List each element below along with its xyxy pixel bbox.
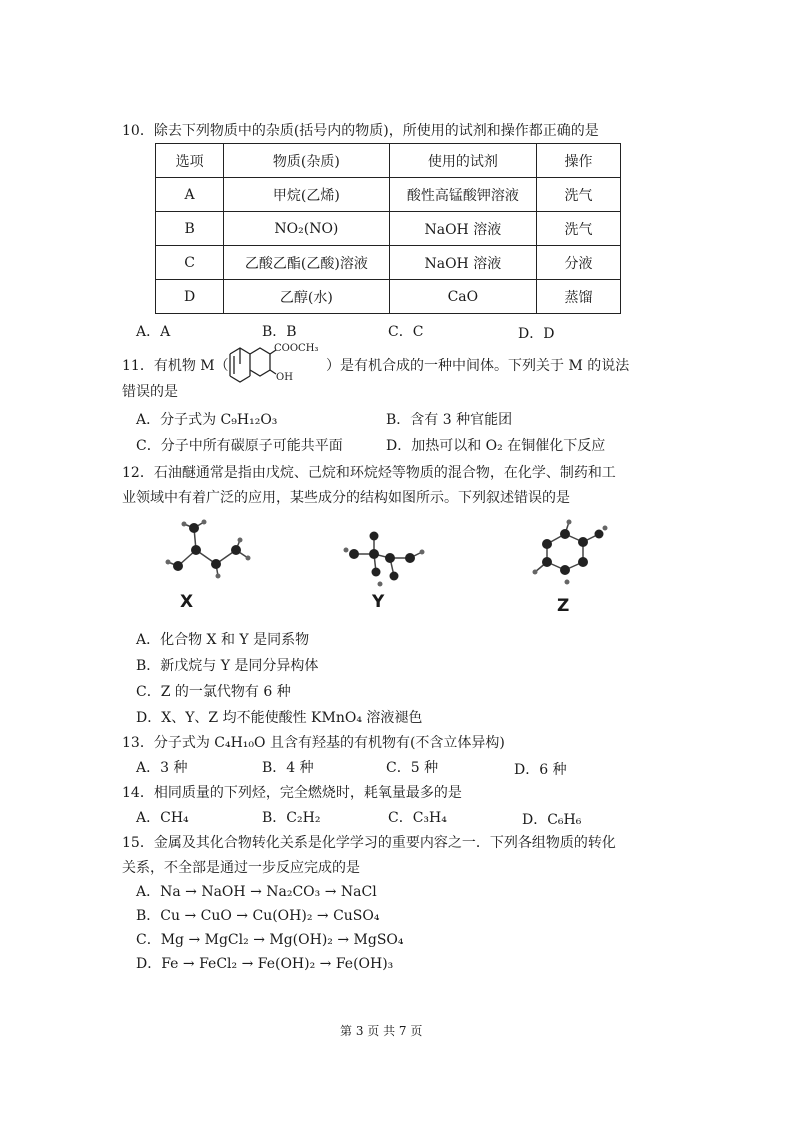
table-header-cell: 物质(杂质) xyxy=(224,144,389,178)
q11-stem-b: ）是有机合成的一种中间体。下列关于 M 的说法 xyxy=(326,358,630,374)
q12-option-c: C．Z 的一氯代物有 6 种 xyxy=(136,684,291,700)
table-cell: B xyxy=(156,212,224,246)
table-cell: 乙醇(水) xyxy=(224,280,389,314)
molecule-z-diagram xyxy=(525,516,611,588)
table-row xyxy=(156,212,621,246)
q11-option-d: D．加热可以和 O₂ 在铜催化下反应 xyxy=(386,438,606,454)
table-row xyxy=(156,280,621,314)
q10-table xyxy=(155,143,621,314)
table-row xyxy=(156,178,621,212)
q11-option-c: C．分子中所有碳原子可能共平面 xyxy=(136,438,343,454)
q14-option-a: A．CH₄ xyxy=(136,810,189,826)
table-cell: 蒸馏 xyxy=(537,280,621,314)
table-header-row xyxy=(156,144,621,178)
q11-stem-c: 错误的是 xyxy=(122,384,178,400)
struct-label-oh: OH xyxy=(276,372,293,383)
table-cell: NaOH 溶液 xyxy=(389,212,536,246)
q15-option-a: A．Na → NaOH → Na₂CO₃ → NaCl xyxy=(136,884,377,900)
q13-option-d: D．6 种 xyxy=(514,762,567,778)
page-footer: 第 3 页 共 7 页 xyxy=(340,1024,423,1038)
table-cell: 酸性高锰酸钾溶液 xyxy=(389,178,536,212)
table-cell: 洗气 xyxy=(537,212,621,246)
q11-option-a: A．分子式为 C₉H₁₂O₃ xyxy=(136,412,278,428)
q11-structure-diagram xyxy=(224,340,328,384)
table-cell: 甲烷(乙烯) xyxy=(224,178,389,212)
q12-stem-a: 12．石油醚通常是指由戊烷、己烷和环烷烃等物质的混合物，在化学、制药和工 xyxy=(122,465,616,481)
q15-option-d: D．Fe → FeCl₂ → Fe(OH)₂ → Fe(OH)₃ xyxy=(136,956,394,972)
q10-stem: 10．除去下列物质中的杂质(括号内的物质)，所使用的试剂和操作都正确的是 xyxy=(122,123,599,139)
q15-option-b: B．Cu → CuO → Cu(OH)₂ → CuSO₄ xyxy=(136,908,380,924)
table-header-cell: 操作 xyxy=(537,144,621,178)
label-y: Y xyxy=(372,592,385,612)
table-row xyxy=(156,246,621,280)
table-cell: 分液 xyxy=(537,246,621,280)
q10-option-d: D．D xyxy=(518,326,555,342)
q13-stem: 13．分子式为 C₄H₁₀O 且含有羟基的有机物有(不含立体异构) xyxy=(122,735,505,751)
q11-option-b: B．含有 3 种官能团 xyxy=(386,412,513,428)
table-cell: D xyxy=(156,280,224,314)
table-cell: C xyxy=(156,246,224,280)
table-cell: 乙酸乙酯(乙酸)溶液 xyxy=(224,246,389,280)
q12-stem-b: 业领域中有着广泛的应用，某些成分的结构如图所示。下列叙述错误的是 xyxy=(122,490,570,506)
q10-option-a: A．A xyxy=(136,324,171,340)
q14-stem: 14．相同质量的下列烃，完全燃烧时，耗氧量最多的是 xyxy=(122,785,462,801)
q14-option-d: D．C₆H₆ xyxy=(522,812,582,828)
table-cell: NaOH 溶液 xyxy=(389,246,536,280)
molecule-y-diagram xyxy=(340,528,430,590)
q13-option-b: B．4 种 xyxy=(262,760,314,776)
struct-label-cooch3: COOCH₃ xyxy=(274,343,319,354)
table-header-cell: 选项 xyxy=(156,144,224,178)
q10-option-c: C．C xyxy=(388,324,424,340)
q10-option-b: B．B xyxy=(262,324,297,340)
table-cell: 洗气 xyxy=(537,178,621,212)
label-x: X xyxy=(180,592,194,612)
q14-option-c: C．C₃H₄ xyxy=(388,810,447,826)
q12-option-d: D．X、Y、Z 均不能使酸性 KMnO₄ 溶液褪色 xyxy=(136,710,423,726)
molecule-x-diagram xyxy=(160,518,255,583)
table-cell: NO₂(NO) xyxy=(224,212,389,246)
q11-stem-a: 11．有机物 M（ xyxy=(122,358,229,374)
q13-option-c: C．5 种 xyxy=(386,760,439,776)
label-z: Z xyxy=(557,596,570,616)
q15-stem-a: 15．金属及其化合物转化关系是化学学习的重要内容之一．下列各组物质的转化 xyxy=(122,835,616,851)
q15-stem-b: 关系，不全部是通过一步反应完成的是 xyxy=(122,860,360,876)
table-cell: A xyxy=(156,178,224,212)
table-cell: CaO xyxy=(389,280,536,314)
q12-option-b: B．新戊烷与 Y 是同分异构体 xyxy=(136,658,319,674)
table-header-cell: 使用的试剂 xyxy=(389,144,536,178)
q14-option-b: B．C₂H₂ xyxy=(262,810,321,826)
q12-option-a: A．化合物 X 和 Y 是同系物 xyxy=(136,632,310,648)
q15-option-c: C．Mg → MgCl₂ → Mg(OH)₂ → MgSO₄ xyxy=(136,932,404,948)
q13-option-a: A．3 种 xyxy=(136,760,188,776)
